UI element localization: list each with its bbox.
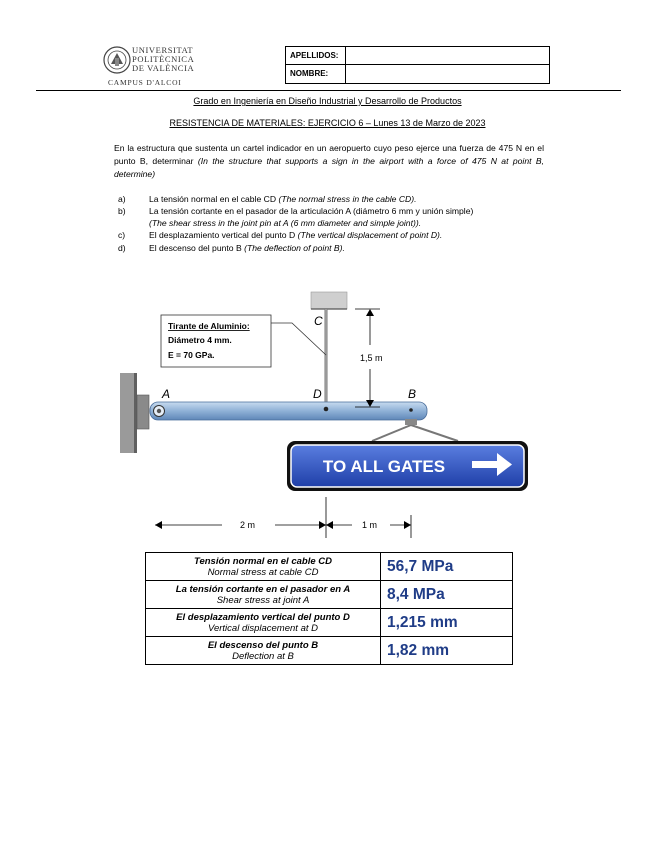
point-b-icon: [409, 408, 413, 412]
table-row: [146, 609, 513, 637]
rigid-bar: [150, 402, 427, 420]
wall-support: [120, 373, 149, 453]
university-logo: [100, 44, 200, 90]
surname-row: [286, 47, 549, 65]
span-db-label: 1 m: [362, 520, 378, 530]
statement-es: En la estructura que sustenta un cartel indicador en un aeropuerto cuyo peso ejerce una fuerza de 475 N en el punto B, determinar: [114, 143, 544, 166]
table-row: [146, 581, 513, 609]
cable-length-label: 1,5 m: [360, 353, 383, 363]
result-label: La tensión cortante en el pasador en A Shear stress at joint A: [146, 581, 381, 609]
span-ad-label: 2 m: [240, 520, 256, 530]
result-label: El desplazamiento vertical del punto D Vertical displacement at D: [146, 609, 381, 637]
statement-en: (In the structure that supports a sign in the airport with a force of 475 N at point B, determine): [114, 156, 545, 179]
pin-d-icon: [324, 407, 329, 412]
university-seal-icon: [102, 44, 132, 76]
result-label: El descenso del punto B Deflection at B: [146, 637, 381, 665]
header-divider: [36, 90, 621, 91]
problem-statement: [114, 142, 544, 181]
cable-length-dimension: [355, 309, 383, 407]
label-c: C: [314, 314, 323, 328]
result-value: 56,7 MPa: [381, 553, 513, 581]
name-label: NOMBRE:: [286, 65, 346, 83]
result-label: Tensión normal en el cable CD Normal stress at cable CD: [146, 553, 381, 581]
material-note: [161, 315, 326, 367]
campus-name: CAMPUS D'ALCOI: [108, 78, 182, 87]
label-a: A: [162, 387, 171, 401]
note-diameter: Diámetro 4 mm.: [168, 335, 232, 345]
structure-diagram: [0, 285, 655, 540]
ceiling-support: [311, 292, 347, 309]
student-name-box: [285, 46, 550, 84]
span-dimensions: [155, 497, 411, 538]
result-value: 8,4 MPa: [381, 581, 513, 609]
results-table: [145, 552, 513, 665]
exercise-title: RESISTENCIA DE MATERIALES: EJERCICIO 6 – Lunes 13 de Marzo de 2023: [169, 118, 486, 128]
label-d: D: [313, 387, 322, 401]
label-b: B: [408, 387, 417, 401]
result-value: 1,82 mm: [381, 637, 513, 665]
note-title: Tirante de Aluminio:: [168, 321, 250, 331]
university-name: UNIVERSITAT POLITÈCNICA DE VALÈNCIA: [132, 45, 195, 73]
sign-text: TO ALL GATES: [322, 457, 446, 476]
degree-title: Grado en Ingeniería en Diseño Industrial y Desarrollo de Productos: [193, 96, 462, 106]
result-value: 1,215 mm: [381, 609, 513, 637]
note-modulus: E = 70 GPa.: [168, 350, 215, 360]
table-row: [146, 637, 513, 665]
surname-label: APELLIDOS:: [286, 47, 346, 65]
table-row: [146, 553, 513, 581]
sign-hangers: [372, 419, 458, 441]
name-row: [286, 64, 549, 83]
airport-sign: [287, 441, 528, 491]
